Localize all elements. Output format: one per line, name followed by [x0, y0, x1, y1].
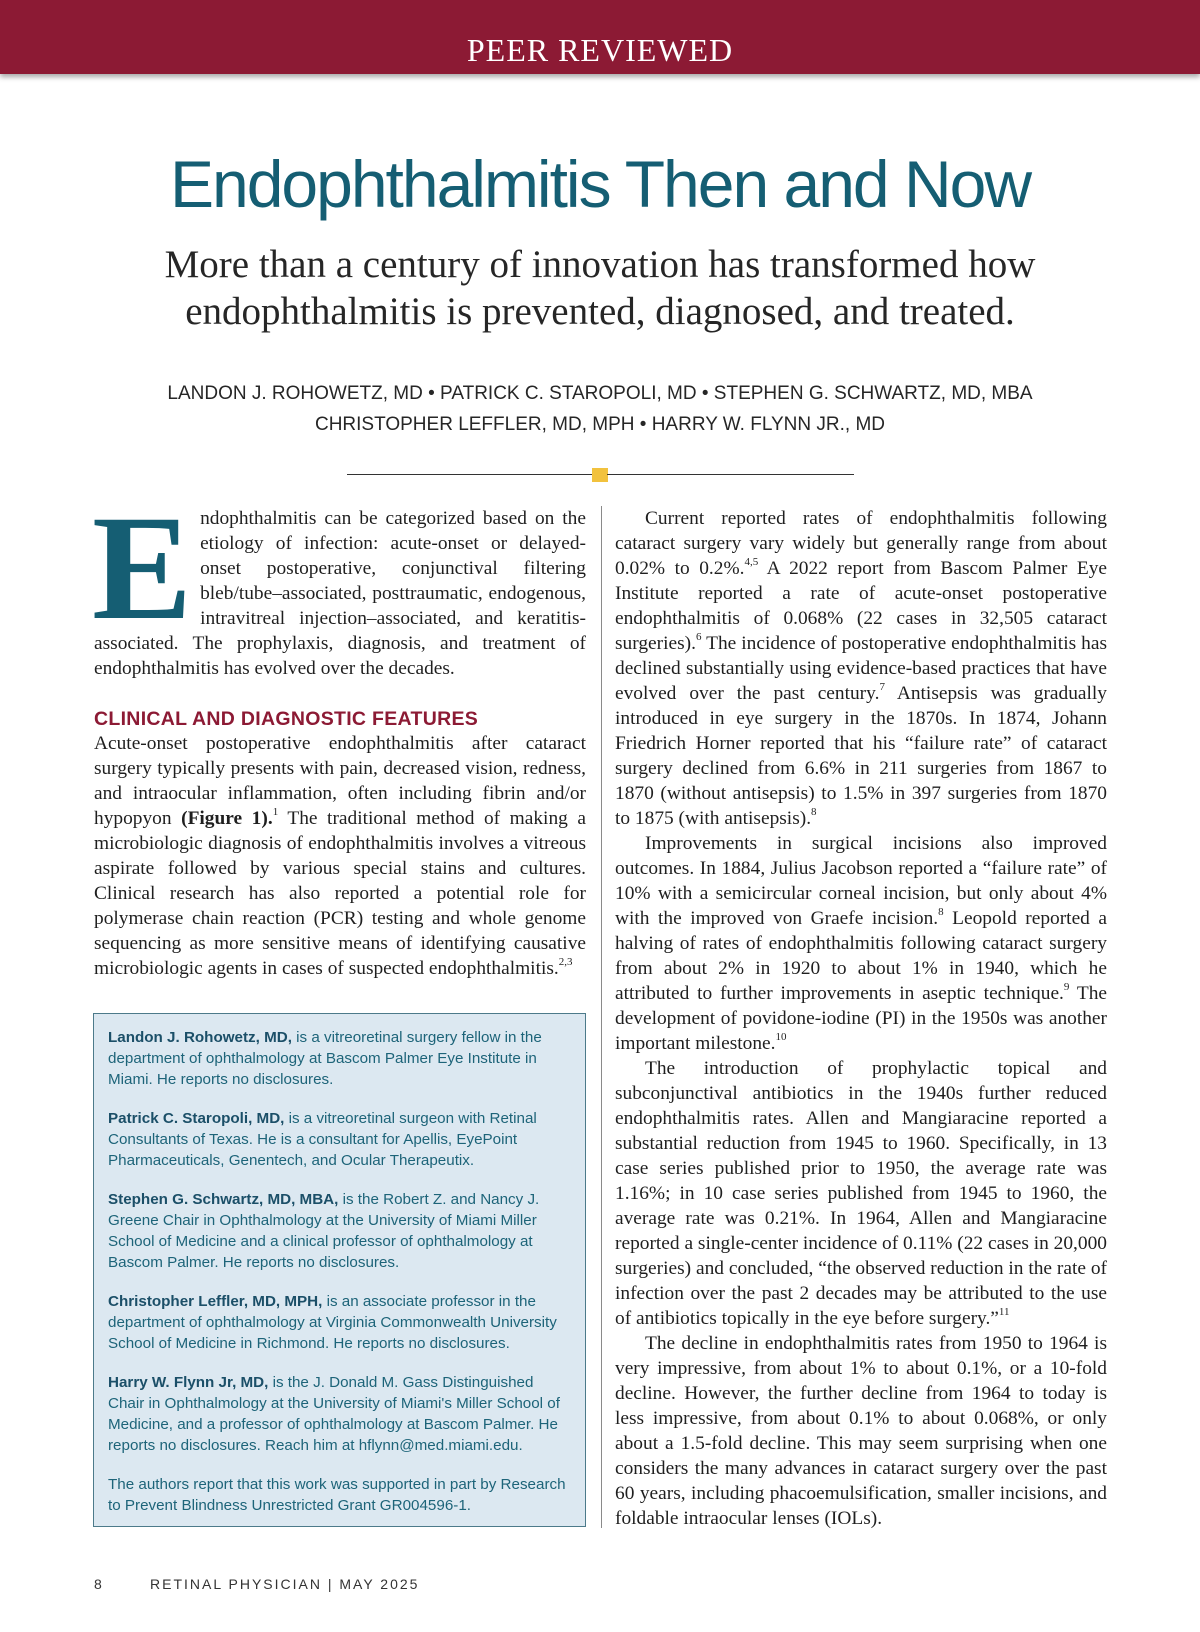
divider-rule-left [347, 474, 594, 475]
divider-rule-right [607, 474, 854, 475]
citation: 4,5 [744, 556, 759, 568]
body-text: A 2022 report from Bascom Palmer Eye Institute reported a rate of acute-onset postoperative endophthalmitis of 0.068% (22 cases in 32,505 cataract surgeries). [615, 558, 1107, 654]
bio-name: Stephen G. Schwartz, MD, MBA, [108, 1191, 339, 1208]
citation: 2,3 [558, 956, 573, 968]
left-column [92, 485, 586, 981]
banner-label: PEER REVIEWED [466, 32, 734, 68]
citation: 11 [998, 1306, 1010, 1318]
bio-text: is the J. Donald M. Gass Distinguished Chair in Ophthalmology at the University of Miami's Miller School of Medicine, and a professor of ophthalmology at Bascom Palmer. He reports no disclosures. Reach him at hflynn@med.miami.edu. [108, 1374, 560, 1454]
divider-ornament [592, 468, 608, 482]
clinical-text-b: The traditional method of making a microbiologic diagnosis of endophthalmitis involves a vitreous aspirate followed by various special stains and cultures. Clinical research has also reported a potential role for polymerase chain reaction (PCR) testing and whole genome sequencing as more sensitive means of identifying causative microbiologic agents in cases of suspected endophthalmitis. [94, 808, 586, 979]
body-paragraph: The decline in endophthalmitis rates from 1950 to 1964 is very impressive, from about 1% to about 0.1%, or a 10-fold decline. However, the further decline from 1964 to today is less impressive, from about 0.1% to about 0.068%, or only about a 1.5-fold decline. This may seem surprising when one considers the many advances in cataract surgery over the past 60 years, including phacoemulsification, smaller incisions, and foldable intraocular lenses (IOLs). [615, 1333, 1107, 1529]
citation: 7 [879, 681, 885, 693]
column-divider [601, 506, 602, 1528]
bio-name: Patrick C. Staropoli, MD, [108, 1110, 285, 1127]
body-text: Current reported rates of endophthalmitis following cataract surgery vary widely but generally range from about 0.02% to 0.2%. [615, 508, 1107, 579]
body-text: Antisepsis was gradually introduced in eye surgery in the 1870s. In 1874, Johann Friedrich Horner reported that his “failure rate” of cataract surgery declined from 6.6% in 211 surgeries from 1867 to 1870 (without antisepsis) to 1.5% in 397 surgeries from 1870 to 1875 (with antisepsis). [615, 683, 1108, 829]
author-bio-box [93, 1013, 586, 1527]
citation: 1 [272, 806, 279, 818]
citation: 8 [811, 806, 817, 818]
bio-name: Harry W. Flynn Jr, MD, [108, 1374, 269, 1391]
right-column [615, 506, 1107, 1531]
peer-reviewed-banner [0, 0, 1200, 74]
article-subtitle: More than a century of innovation has transformed how endophthalmitis is prevented, diagnosed, and treated. [164, 243, 1036, 333]
funding-note: The authors report that this work was supported in part by Research to Prevent Blindness Unrestricted Grant GR004596-1. [108, 1476, 566, 1514]
intro-paragraph [92, 485, 586, 681]
bio-entry [108, 1027, 572, 1090]
page-number: 8 [94, 1576, 102, 1592]
intro-text: ndophthalmitis can be categorized based on the etiology of infection: acute-onset or delayed-onset postoperative, conjunctival filtering bleb/tube–associated, posttraumatic, endogenous, intravitreal injection–associated, and keratitis-associated. The prophylaxis, diagnosis, and treatment of endophthalmitis has evolved over the decades. [94, 508, 586, 679]
bio-name: Christopher Leffler, MD, MPH, [108, 1293, 323, 1310]
bio-text: is an associate professor in the department of ophthalmology at Virginia Commonwealth University School of Medicine in Richmond. He reports no disclosures. [108, 1293, 557, 1352]
section-heading: CLINICAL AND DIAGNOSTIC FEATURES [94, 708, 479, 730]
citation: 10 [775, 1031, 787, 1043]
bio-entry [108, 1189, 572, 1273]
body-paragraph [615, 831, 1107, 1056]
bio-entry [108, 1291, 572, 1354]
body-text: The development of povidone-iodine (PI) in the 1950s was another important milestone. [615, 983, 1107, 1054]
body-text: The incidence of postoperative endophthalmitis has declined substantially using evidence-based practices that have evolved over the past century. [615, 633, 1107, 704]
citation: 8 [938, 906, 944, 918]
citation: 9 [1063, 981, 1070, 993]
article-title: Endophthalmitis Then and Now [169, 147, 1030, 221]
bio-text: is a vitreoretinal surgeon with Retinal Consultants of Texas. He is a consultant for Apellis, EyePoint Pharmaceuticals, Genentech, and Ocular Therapeutix. [108, 1110, 537, 1169]
figure-reference: (Figure 1). [181, 808, 273, 829]
clinical-paragraph [94, 731, 586, 981]
clinical-text-a: Acute-onset postoperative endophthalmitis after cataract surgery typically presents with pain, decreased vision, redness, and intraocular inflammation, often including fibrin and/or hypopyon [94, 733, 586, 829]
author-line-2: CHRISTOPHER LEFFLER, MD, MPH • HARRY W. FLYNN JR., MD [314, 414, 886, 435]
author-line-1: LANDON J. ROHOWETZ, MD • PATRICK C. STAROPOLI, MD • STEPHEN G. SCHWARTZ, MD, MBA [167, 383, 1033, 404]
author-byline [0, 378, 1200, 440]
bio-entry [108, 1372, 572, 1456]
body-text: Improvements in surgical incisions also improved outcomes. In 1884, Julius Jacobson reported a “failure rate” of 10% with a semicircular corneal incision, but only about 4% with the improved von Graefe incision. [615, 833, 1107, 929]
bio-entry [108, 1108, 572, 1171]
citation: 6 [695, 631, 702, 643]
body-text: The introduction of prophylactic topical and subconjunctival antibiotics in the 1940s further reduced endophthalmitis rates. Allen and Mangiaracine reported a substantial reduction from 1945 to 1960. Specifically, in 13 case series published prior to 1950, the average rate was 1.16%; in 10 case series published from 1945 to 1960, the average rate was 0.21%. In 1964, Allen and Mangiaracine reported a single-center incidence of 0.11% (22 cases in 20,000 surgeries) and concluded, “the observed reduction in the rate of infection over the past 2 decades may be attributed to the use of antibiotics topically in the eye before surgery.” [615, 1058, 1107, 1329]
body-paragraph [615, 506, 1107, 831]
bio-text: is a vitreoretinal surgery fellow in the department of ophthalmology at Bascom Palmer Eye Institute in Miami. He reports no disclosures. [108, 1029, 542, 1088]
body-text: Leopold reported a halving of rates of endophthalmitis following cataract surgery from about 2% in 1920 to about 1% in 1940, which he attributed to further improvements in aseptic technique. [615, 908, 1107, 1004]
bio-text: is the Robert Z. and Nancy J. Greene Chair in Ophthalmology at the University of Miami Miller School of Medicine and a clinical professor of ophthalmology at Bascom Palmer. He reports no disclosures. [108, 1191, 540, 1271]
bio-name: Landon J. Rohowetz, MD, [108, 1029, 292, 1046]
body-paragraph [615, 1056, 1107, 1331]
drop-cap: E [92, 485, 193, 651]
publication-footer: RETINAL PHYSICIAN | MAY 2025 [150, 1576, 420, 1592]
